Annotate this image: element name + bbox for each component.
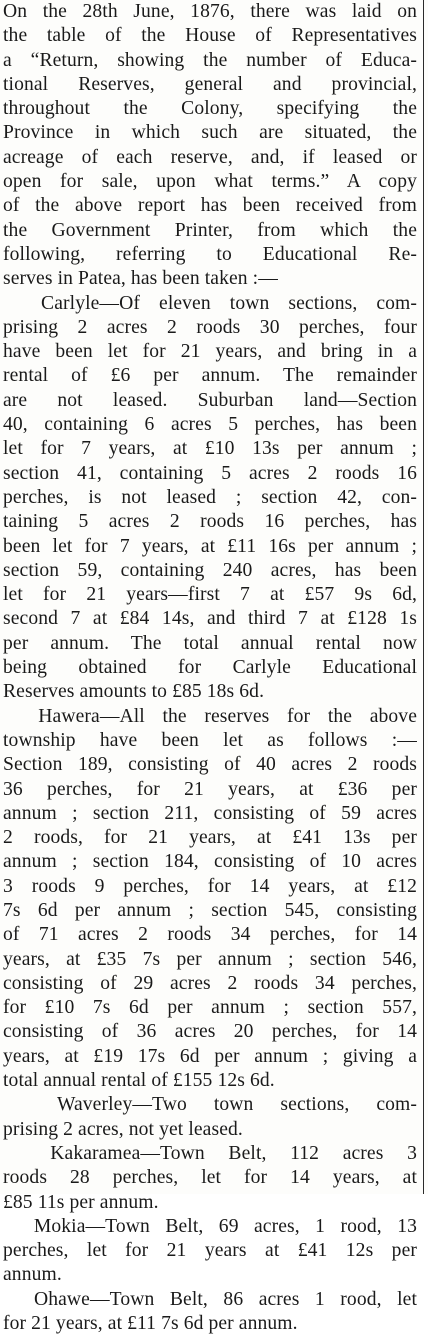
article-column (3, 0, 417, 1336)
article-line: perches, let for 21 years at £41 12s per (3, 1240, 417, 1262)
column-rule (423, 0, 425, 1194)
article-line: second 7 at £84 14s, and third 7 at £128 1s (3, 608, 417, 630)
article-line: the table of the House of Representatives (3, 25, 417, 47)
article-line: Section 189, consisting of 40 acres 2 roods (3, 754, 417, 776)
article-line: acreage of each reserve, and, if leased or (3, 146, 417, 168)
article-line: township have been let as follows :— (3, 729, 417, 751)
article-line: serves in Patea, has been taken :— (3, 268, 278, 290)
article-line: Carlyle—Of eleven town sections, com- (3, 292, 417, 314)
article-line: open for sale, upon what terms.” A copy (3, 171, 417, 193)
article-line: 7s 6d per annum ; section 545, consisting (3, 899, 417, 921)
article-line: a “Return, showing the number of Educa- (3, 49, 417, 71)
article-line: total annual rental of £155 12s 6d. (3, 1070, 275, 1092)
article-line: let for 7 years, at £10 13s per annum ; (3, 438, 417, 460)
article-line: prising 2 acres 2 roods 30 perches, four (3, 316, 417, 338)
article-line: 2 roods, for 21 years, at £41 13s per (3, 827, 417, 849)
article-line: rental of £6 per annum. The remainder (3, 365, 417, 387)
article-line: perches, is not leased ; section 42, con- (3, 486, 417, 508)
article-line: £85 11s per annum. (3, 1191, 159, 1213)
article-line: of the above report has been received from (3, 195, 417, 217)
article-line: roods 28 perches, let for 14 years, at (3, 1167, 417, 1189)
article-line: tional Reserves, general and provincial, (3, 73, 417, 95)
article-line: annum. (3, 1264, 62, 1286)
article-line: Hawera—All the reserves for the above (3, 705, 417, 727)
article-line: being obtained for Carlyle Educational (3, 657, 417, 679)
article-line: for £10 7s 6d per annum ; section 557, (3, 997, 417, 1019)
article-line: section 59, containing 240 acres, has been (3, 559, 417, 581)
article-line: let for 21 years—first 7 at £57 9s 6d, (3, 584, 417, 606)
article-line: consisting of 29 acres 2 roods 34 perches, (3, 972, 417, 994)
article-line: following, referring to Educational Re- (3, 243, 417, 265)
article-line: annum ; section 184, consisting of 10 acres (3, 851, 417, 873)
article-line: Province in which such are situated, the (3, 122, 417, 144)
article-line: Mokia—Town Belt, 69 acres, 1 rood, 13 (3, 1215, 417, 1237)
article-line: 3 roods 9 perches, for 14 years, at £12 (3, 875, 417, 897)
article-line: for 21 years, at £11 7s 6d per annum. (3, 1313, 298, 1335)
article-line: years, at £19 17s 6d per annum ; giving a (3, 1045, 417, 1067)
article-line: been let for 7 years, at £11 16s per annum ; (3, 535, 417, 557)
article-line: throughout the Colony, specifying the (3, 98, 417, 120)
article-line: have been let for 21 years, and bring in a (3, 341, 417, 363)
article-line: consisting of 36 acres 20 perches, for 14 (3, 1021, 417, 1043)
article-line: annum ; section 211, consisting of 59 acres (3, 802, 417, 824)
article-line: years, at £35 7s per annum ; section 546, (3, 948, 417, 970)
article-line: are not leased. Suburban land—Section (3, 389, 417, 411)
article-line: Kakaramea—Town Belt, 112 acres 3 (3, 1142, 417, 1164)
article-line: Reserves amounts to £85 18s 6d. (3, 681, 265, 703)
article-line: Ohawe—Town Belt, 86 acres 1 rood, let (3, 1288, 417, 1310)
article-line: Waverley—Two town sections, com- (3, 1094, 417, 1116)
article-line: the Government Printer, from which the (3, 219, 417, 241)
article-line: 36 perches, for 21 years, at £36 per (3, 778, 417, 800)
article-line: of 71 acres 2 roods 34 perches, for 14 (3, 924, 417, 946)
article-line: 40, containing 6 acres 5 perches, has been (3, 414, 417, 436)
article-line: prising 2 acres, not yet leased. (3, 1118, 243, 1140)
article-line: per annum. The total annual rental now (3, 632, 417, 654)
article-line: taining 5 acres 2 roods 16 perches, has (3, 511, 417, 533)
article-line: section 41, containing 5 acres 2 roods 16 (3, 462, 417, 484)
article-line: On the 28th June, 1876, there was laid on (3, 1, 417, 22)
